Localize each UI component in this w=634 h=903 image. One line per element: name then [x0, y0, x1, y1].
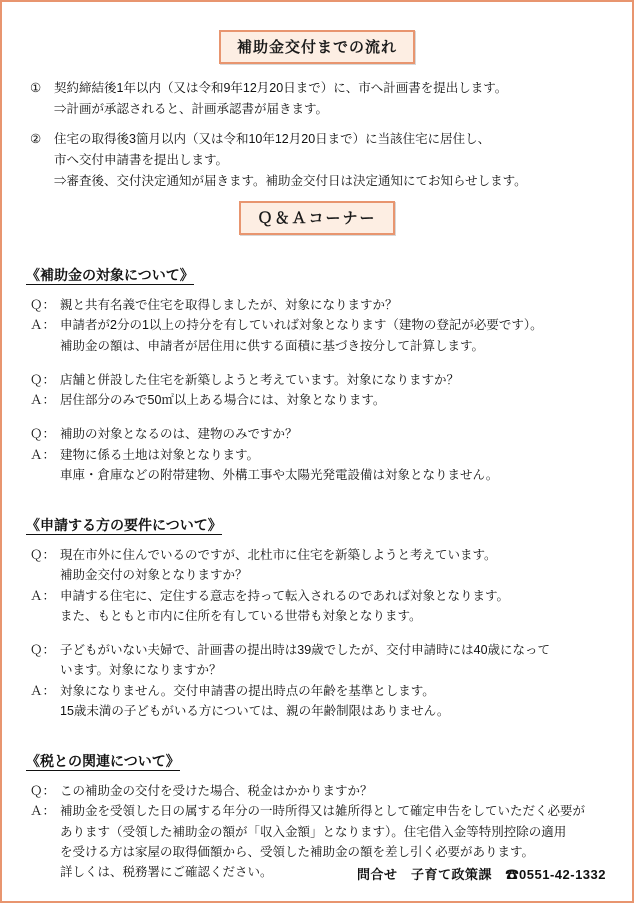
- qa-answer-label: Ａ：: [30, 804, 56, 819]
- qa-line: 店舗と併設した住宅を新築しようと考えています。対象になりますか？: [60, 372, 460, 387]
- flow-item-line: 契約締結後1年以内（又は令和9年12月20日まで）に、市へ計画書を提出します。: [54, 81, 508, 95]
- qa-question-label: Ｑ：: [30, 643, 56, 658]
- qa-question: [30, 640, 610, 681]
- qa-section-heading-text: 《税との関連について》: [26, 753, 180, 770]
- qa-question-text: [60, 424, 610, 444]
- qa-answer-text: [60, 681, 610, 722]
- flow-item-body: [54, 129, 606, 191]
- qa-line: 補助金交付の対象となりますか？: [60, 568, 248, 583]
- qa-pair: [24, 640, 610, 721]
- flow-item-number: ①: [30, 81, 42, 95]
- qa-line: 補助金の額は、申請者が居住用に供する面積に基づき按分して計算します。: [60, 338, 485, 353]
- qa-answer: [30, 681, 610, 722]
- qa-answer-text: [60, 445, 610, 486]
- qa-line: また、もともと市内に住所を有している世帯も対象となります。: [60, 608, 422, 623]
- qa-section-heading: [26, 265, 194, 285]
- flow-item-line: 市へ交付申請書を提出します。: [54, 152, 229, 167]
- qa-section: [24, 735, 610, 882]
- qa-line: 申請する住宅に、定住する意志を持って転入されるのであれば対象となります。: [60, 588, 510, 603]
- qa-answer-label: Ａ：: [30, 447, 56, 462]
- qa-answer: [30, 445, 610, 486]
- qa-line: 子どもがいない夫婦で、計画書の提出時は39歳でしたが、交付申請時には40歳になって: [60, 643, 551, 658]
- qa-question: [30, 424, 610, 444]
- qa-answer-text: [60, 586, 610, 627]
- qa-section-heading-text: 《申請する方の要件について》: [26, 517, 222, 534]
- flow-banner-row: [24, 30, 610, 64]
- qa-answer: [30, 390, 610, 410]
- qa-question-text: [60, 295, 610, 315]
- qa-answer-label: Ａ：: [30, 393, 56, 408]
- qa-answer-label: Ａ：: [30, 588, 56, 603]
- qa-question-text: [60, 781, 610, 801]
- qa-section-heading: [26, 515, 222, 535]
- flow-item: [30, 78, 606, 119]
- qa-line: 現在市外に住んでいるのですが、北杜市に住宅を新築しようと考えています。: [60, 548, 497, 563]
- qa-line: 車庫・倉庫などの附帯建物、外構工事や太陽光発電設備は対象となりません。: [60, 467, 499, 482]
- qa-line: います。対象になりますか？: [60, 663, 222, 678]
- flow-item-number: ②: [30, 132, 42, 147]
- qa-question-label: Ｑ：: [30, 427, 56, 442]
- qa-answer-text: [60, 315, 610, 356]
- qa-line: 親と共有名義で住宅を取得しましたが、対象になりますか？: [60, 298, 398, 313]
- qa-line: 補助金を受領した日の属する年分の一時所得又は雑所得として確定申告をしていただく必要が: [60, 804, 586, 819]
- qa-line: あります（受領した補助金の額が「収入金額」となります）。住宅借入金等特別控除の適用: [60, 824, 567, 839]
- qa-line: 15歳未満の子どもがいる方については、親の年齢制限はありません。: [60, 703, 450, 718]
- qa-section: [24, 249, 610, 485]
- qa-line: 申請者が2分の1以上の持分を有していれば対象となります（建物の登記が必要です）。: [60, 318, 543, 333]
- flow-list: [24, 78, 610, 191]
- qa-question: [30, 295, 610, 315]
- qa-line: 補助の対象となるのは、建物のみですか？: [60, 427, 298, 442]
- qa-answer-label: Ａ：: [30, 318, 56, 333]
- qa-question-text: [60, 370, 610, 390]
- qa-question: [30, 781, 610, 801]
- qa-line: この補助金の交付を受けた場合、税金はかかりますか？: [60, 784, 373, 799]
- qa-answer-label: Ａ：: [30, 683, 56, 698]
- flow-item: [30, 129, 606, 191]
- qa-answer: [30, 315, 610, 356]
- qa-section: [24, 499, 610, 721]
- qa-banner-row: [24, 201, 610, 235]
- flow-item-body: [54, 78, 606, 119]
- qa-line: を受ける方は家屋の取得価額から、受領した補助金の額を差し引く必要があります。: [60, 844, 535, 859]
- qa-answer: [30, 586, 610, 627]
- qa-pair: [24, 295, 610, 356]
- qa-line: 建物に係る土地は対象となります。: [60, 447, 260, 462]
- qa-pair: [24, 370, 610, 411]
- flow-banner: 補助金交付までの流れ: [219, 30, 415, 64]
- qa-pair: [24, 545, 610, 626]
- qa-question-label: Ｑ：: [30, 298, 56, 313]
- qa-line: 詳しくは、税務署にご確認ください。: [60, 865, 273, 880]
- qa-question: [30, 545, 610, 586]
- qa-question: [30, 370, 610, 390]
- qa-line: 対象になりません。交付申請書の提出時点の年齢を基準とします。: [60, 683, 435, 698]
- flow-item-line: ⇒審査後、交付決定通知が届きます。補助金交付日は決定通知にてお知らせします。: [54, 173, 527, 188]
- flow-item-line: 住宅の取得後3箇月以内（又は令和10年12月20日まで）に当該住宅に居住し、: [54, 132, 491, 147]
- qa-question-label: Ｑ：: [30, 784, 56, 799]
- qa-question-label: Ｑ：: [30, 372, 56, 387]
- qa-question-label: Ｑ：: [30, 548, 56, 563]
- qa-pair: [24, 424, 610, 485]
- qa-question-text: [60, 640, 610, 681]
- flow-item-line: ⇒計画が承認されると、計画承認書が届きます。: [54, 101, 329, 116]
- contact-footer: 問合せ 子育て政策課 ☎0551-42-1332: [357, 867, 606, 882]
- qa-section-heading-text: 《補助金の対象について》: [26, 267, 194, 284]
- qa-banner: Ｑ＆Ａコーナー: [239, 201, 394, 235]
- qa-line: 居住部分のみで50㎡以上ある場合には、対象となります。: [60, 393, 386, 408]
- qa-section-heading: [26, 751, 180, 771]
- qa-question-text: [60, 545, 610, 586]
- qa-answer-text: [60, 390, 610, 410]
